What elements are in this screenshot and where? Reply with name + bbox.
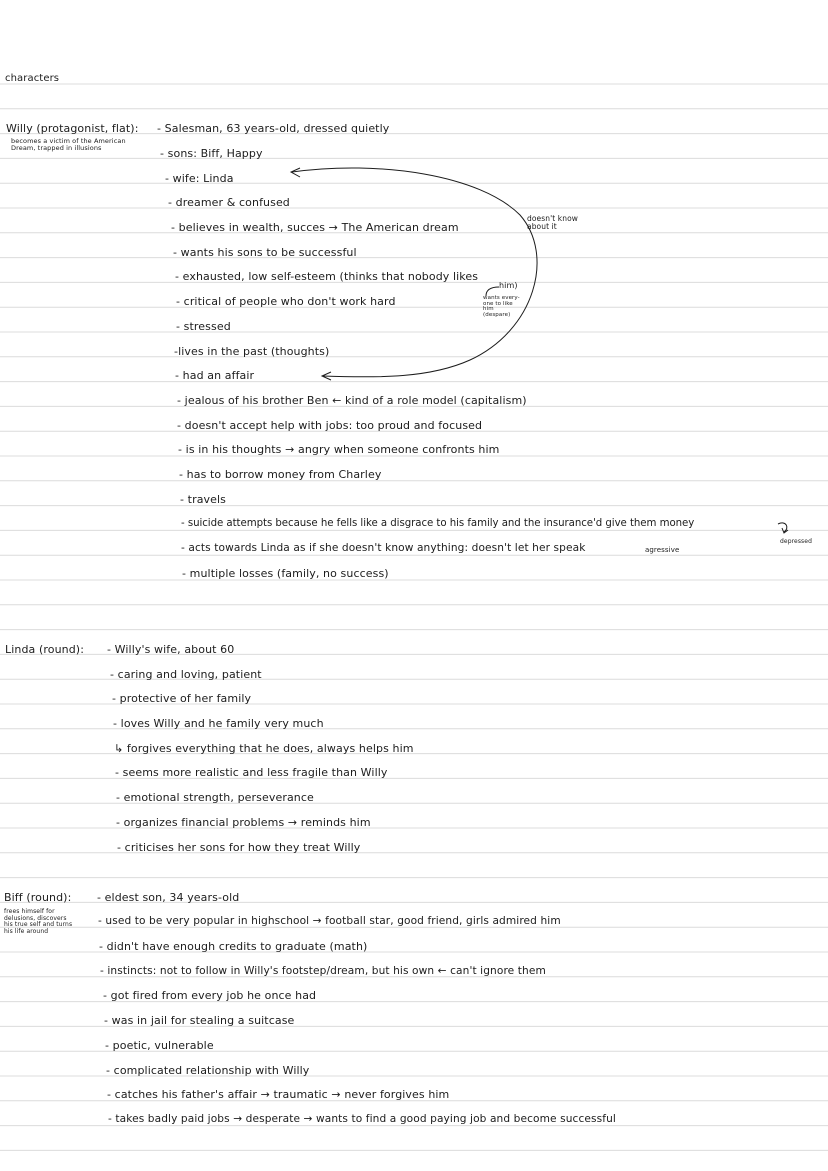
biff-side-note-line-2: delusions, discovers <box>4 914 67 922</box>
willy-point: - multiple losses (family, no success) <box>182 567 389 580</box>
wants-note-line-1: wants every- <box>483 295 520 301</box>
linda-point: - protective of her family <box>112 692 252 705</box>
willy-point: - wants his sons to be successful <box>173 246 357 259</box>
biff-point: - didn't have enough credits to graduate (math) <box>99 940 368 953</box>
biff-point: - catches his father's affair → traumatic → never forgives him <box>107 1088 450 1101</box>
willy-point: - Salesman, 63 years-old, dressed quietly <box>157 122 390 135</box>
biff-point: - complicated relationship with Willy <box>106 1064 310 1077</box>
biff-point: - takes badly paid jobs → desperate → wants to find a good paying job and become successful <box>108 1113 616 1125</box>
linda-point: - seems more realistic and less fragile than Willy <box>115 766 388 779</box>
willy-point: - doesn't accept help with jobs: too proud and focused <box>177 419 483 432</box>
linda-point: ↳ forgives everything that he does, always helps him <box>114 742 414 755</box>
biff-heading: Biff (round): <box>4 891 72 904</box>
biff-side-note-line-4: his life around <box>4 927 49 935</box>
willy-point: - sons: Biff, Happy <box>160 147 263 160</box>
biff-point: - was in jail for stealing a suitcase <box>104 1014 295 1027</box>
willy-him-continuation: him) <box>499 281 518 290</box>
biff-side-note <box>4 909 72 935</box>
willy-point: - believes in wealth, succes → The American dream <box>171 221 459 234</box>
willy-point: - had an affair <box>175 369 255 382</box>
willy-point: - dreamer & confused <box>168 196 290 209</box>
wants-note-line-3: him <box>483 306 494 312</box>
biff-point: - eldest son, 34 years-old <box>97 891 240 904</box>
linda-point: - emotional strength, perseverance <box>116 791 314 804</box>
wants-note-line-4: (despare) <box>483 311 511 318</box>
wants-note-line-2: one to like <box>483 300 513 307</box>
willy-side-note <box>11 138 126 152</box>
willy-point: - is in his thoughts → angry when someone confronts him <box>178 443 500 456</box>
depressed-note: depressed <box>780 538 812 545</box>
biff-point: - got fired from every job he once had <box>103 989 317 1002</box>
willy-heading: Willy (protagonist, flat): <box>6 122 139 135</box>
willy-side-note-line-2: Dream, trapped in illusions <box>11 144 102 152</box>
page-title: characters <box>5 73 60 84</box>
doesnt-know-line-2: about it <box>527 222 557 231</box>
linda-point: - Willy's wife, about 60 <box>107 643 235 656</box>
linda-point: - criticises her sons for how they treat Willy <box>117 841 361 854</box>
linda-heading: Linda (round): <box>5 643 85 656</box>
willy-aggressive-note: agressive <box>645 546 680 554</box>
willy-point: - critical of people who don't work hard <box>176 295 396 308</box>
willy-side-note-line-1: becomes a victim of the American <box>11 137 126 145</box>
biff-side-note-line-1: frees himself for <box>4 908 55 915</box>
doesnt-know-note <box>527 215 578 231</box>
linda-point: - organizes financial problems → reminds him <box>116 816 371 829</box>
biff-point: - instincts: not to follow in Willy's footstep/dream, but his own ← can't ignore them <box>100 965 546 977</box>
linda-point: - loves Willy and he family very much <box>113 717 324 730</box>
willy-point: - suicide attempts because he fells like a disgrace to his family and the insurance'd give them money <box>181 518 695 529</box>
willy-point: - has to borrow money from Charley <box>179 468 382 481</box>
doesnt-know-line-1: doesn't know <box>527 214 579 223</box>
willy-point: - stressed <box>176 320 231 333</box>
willy-point: - exhausted, low self-esteem (thinks that nobody likes <box>175 270 479 283</box>
biff-side-note-line-3: his true self and turns <box>4 921 73 928</box>
biff-point: - used to be very popular in highschool → football star, good friend, girls admired him <box>98 915 561 927</box>
biff-point: - poetic, vulnerable <box>105 1039 214 1052</box>
willy-point: - jealous of his brother Ben ← kind of a role model (capitalism) <box>177 394 527 407</box>
willy-point: - acts towards Linda as if she doesn't know anything: doesn't let her speak <box>181 542 586 554</box>
linda-point: - caring and loving, patient <box>110 668 262 681</box>
willy-point: - wife: Linda <box>165 172 234 185</box>
willy-point: - travels <box>180 493 227 506</box>
wants-everyone-note <box>483 296 520 318</box>
willy-point: -lives in the past (thoughts) <box>174 345 330 358</box>
